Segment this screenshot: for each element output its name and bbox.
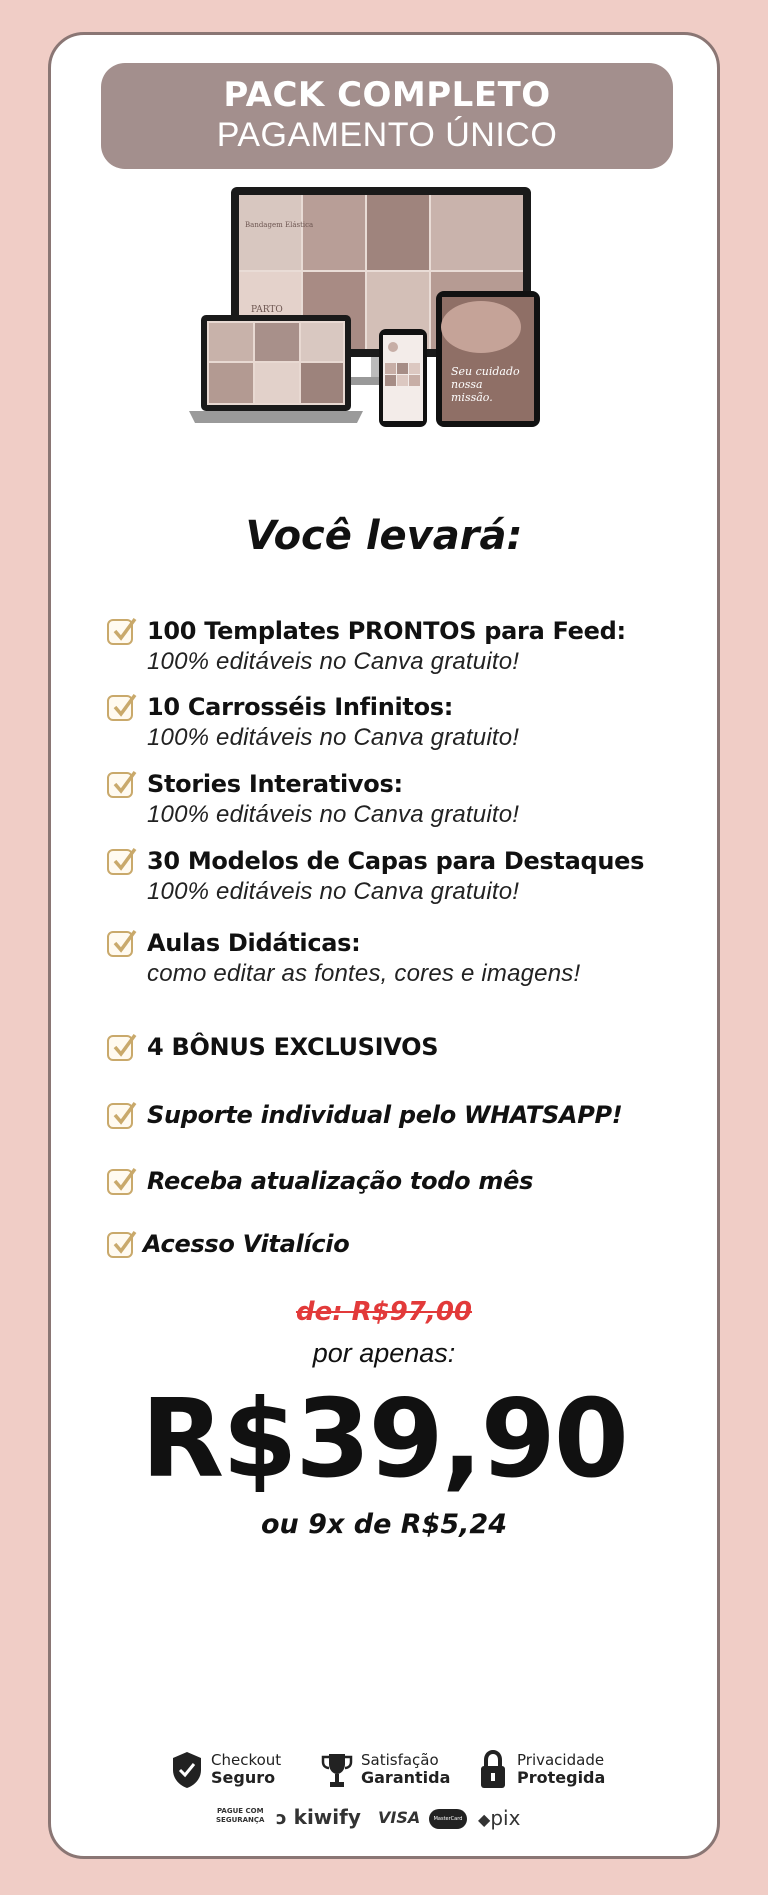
tablet-title-line-2: nossa: [451, 378, 483, 391]
badge-line-2: Garantida: [361, 1768, 451, 1787]
badge-line-2: Protegida: [517, 1768, 606, 1787]
pix-icon: ◆: [478, 1810, 491, 1829]
badge-line-2: Seguro: [211, 1768, 276, 1787]
benefit-title: Suporte individual pelo WHATSAPP!: [147, 1101, 623, 1129]
trust-badges: [171, 1750, 641, 1794]
checkbox-check-icon: [107, 1103, 133, 1129]
tablet-mockup: [436, 291, 540, 427]
pix-text: pix: [490, 1806, 521, 1830]
current-price: R$39,90: [141, 1377, 627, 1502]
kiwify-text: kiwify: [293, 1805, 361, 1829]
shield-check-icon: [171, 1750, 203, 1790]
header-title: PACK COMPLETO: [223, 75, 551, 115]
checkbox-check-icon: [107, 619, 133, 645]
payment-methods-row: [216, 1805, 616, 1835]
benefit-title: Stories Interativos:: [147, 770, 403, 798]
benefit-title: Aulas Didáticas:: [147, 929, 361, 957]
monitor-tile-2-text: PARTO: [251, 305, 283, 315]
pague-com-seguranca-label: [216, 1807, 264, 1825]
laptop-mockup: [189, 315, 363, 423]
benefit-subtitle: 100% editáveis no Canva gratuito!: [147, 801, 520, 828]
badge-line-1: Satisfação: [361, 1751, 439, 1769]
device-mockup-image: [181, 187, 601, 487]
old-price: de: R$97,00: [295, 1297, 473, 1327]
checkbox-check-icon: [107, 1035, 133, 1061]
benefit-subtitle: como editar as fontes, cores e imagens!: [147, 960, 581, 987]
benefit-title: 100 Templates PRONTOS para Feed:: [147, 617, 626, 645]
badge-line-1: Checkout: [211, 1751, 282, 1769]
badge-line-1: Privacidade: [517, 1751, 605, 1769]
offer-header: [101, 63, 673, 169]
trophy-icon: [321, 1750, 353, 1790]
kiwify-logo: [276, 1805, 361, 1829]
badge-satisfacao-garantida: [321, 1750, 481, 1794]
pix-logo: [478, 1806, 520, 1830]
benefits-heading: Você levará:: [245, 513, 523, 559]
benefit-subtitle: 100% editáveis no Canva gratuito!: [147, 648, 520, 675]
kiwify-icon: ↄ: [276, 1808, 287, 1829]
badge-privacidade-protegida: [477, 1750, 647, 1794]
badge-checkout-seguro: [171, 1750, 311, 1794]
benefit-title: 4 BÔNUS EXCLUSIVOS: [147, 1033, 439, 1061]
checkbox-check-icon: [107, 1232, 133, 1258]
tablet-title-line-3: missão.: [451, 391, 493, 404]
offer-card: [48, 32, 720, 1859]
header-subtitle: PAGAMENTO ÚNICO: [216, 116, 558, 154]
benefit-subtitle: 100% editáveis no Canva gratuito!: [147, 878, 520, 905]
pague-label-2: SEGURANÇA: [216, 1816, 265, 1824]
visa-logo: VISA: [378, 1808, 421, 1827]
benefit-title: Acesso Vitalício: [143, 1230, 350, 1258]
benefit-title: 10 Carrosséis Infinitos:: [147, 693, 454, 721]
tablet-title-line-1: Seu cuidado: [451, 365, 520, 378]
phone-mockup: [379, 329, 427, 427]
checkbox-check-icon: [107, 931, 133, 957]
benefit-subtitle: 100% editáveis no Canva gratuito!: [147, 724, 520, 751]
installments-text: ou 9x de R$5,24: [260, 1509, 507, 1540]
checkbox-check-icon: [107, 1169, 133, 1195]
monitor-tile-1-text: Bandagem Elástica: [245, 221, 314, 229]
checkbox-check-icon: [107, 695, 133, 721]
mastercard-logo: MasterCard: [429, 1809, 467, 1829]
checkbox-check-icon: [107, 849, 133, 875]
price-label: por apenas:: [312, 1338, 456, 1368]
benefit-title: 30 Modelos de Capas para Destaques: [147, 847, 645, 875]
benefit-title: Receba atualização todo mês: [147, 1167, 534, 1195]
pague-label-1: PAGUE COM: [216, 1807, 264, 1815]
checkbox-check-icon: [107, 772, 133, 798]
padlock-icon: [477, 1750, 509, 1790]
